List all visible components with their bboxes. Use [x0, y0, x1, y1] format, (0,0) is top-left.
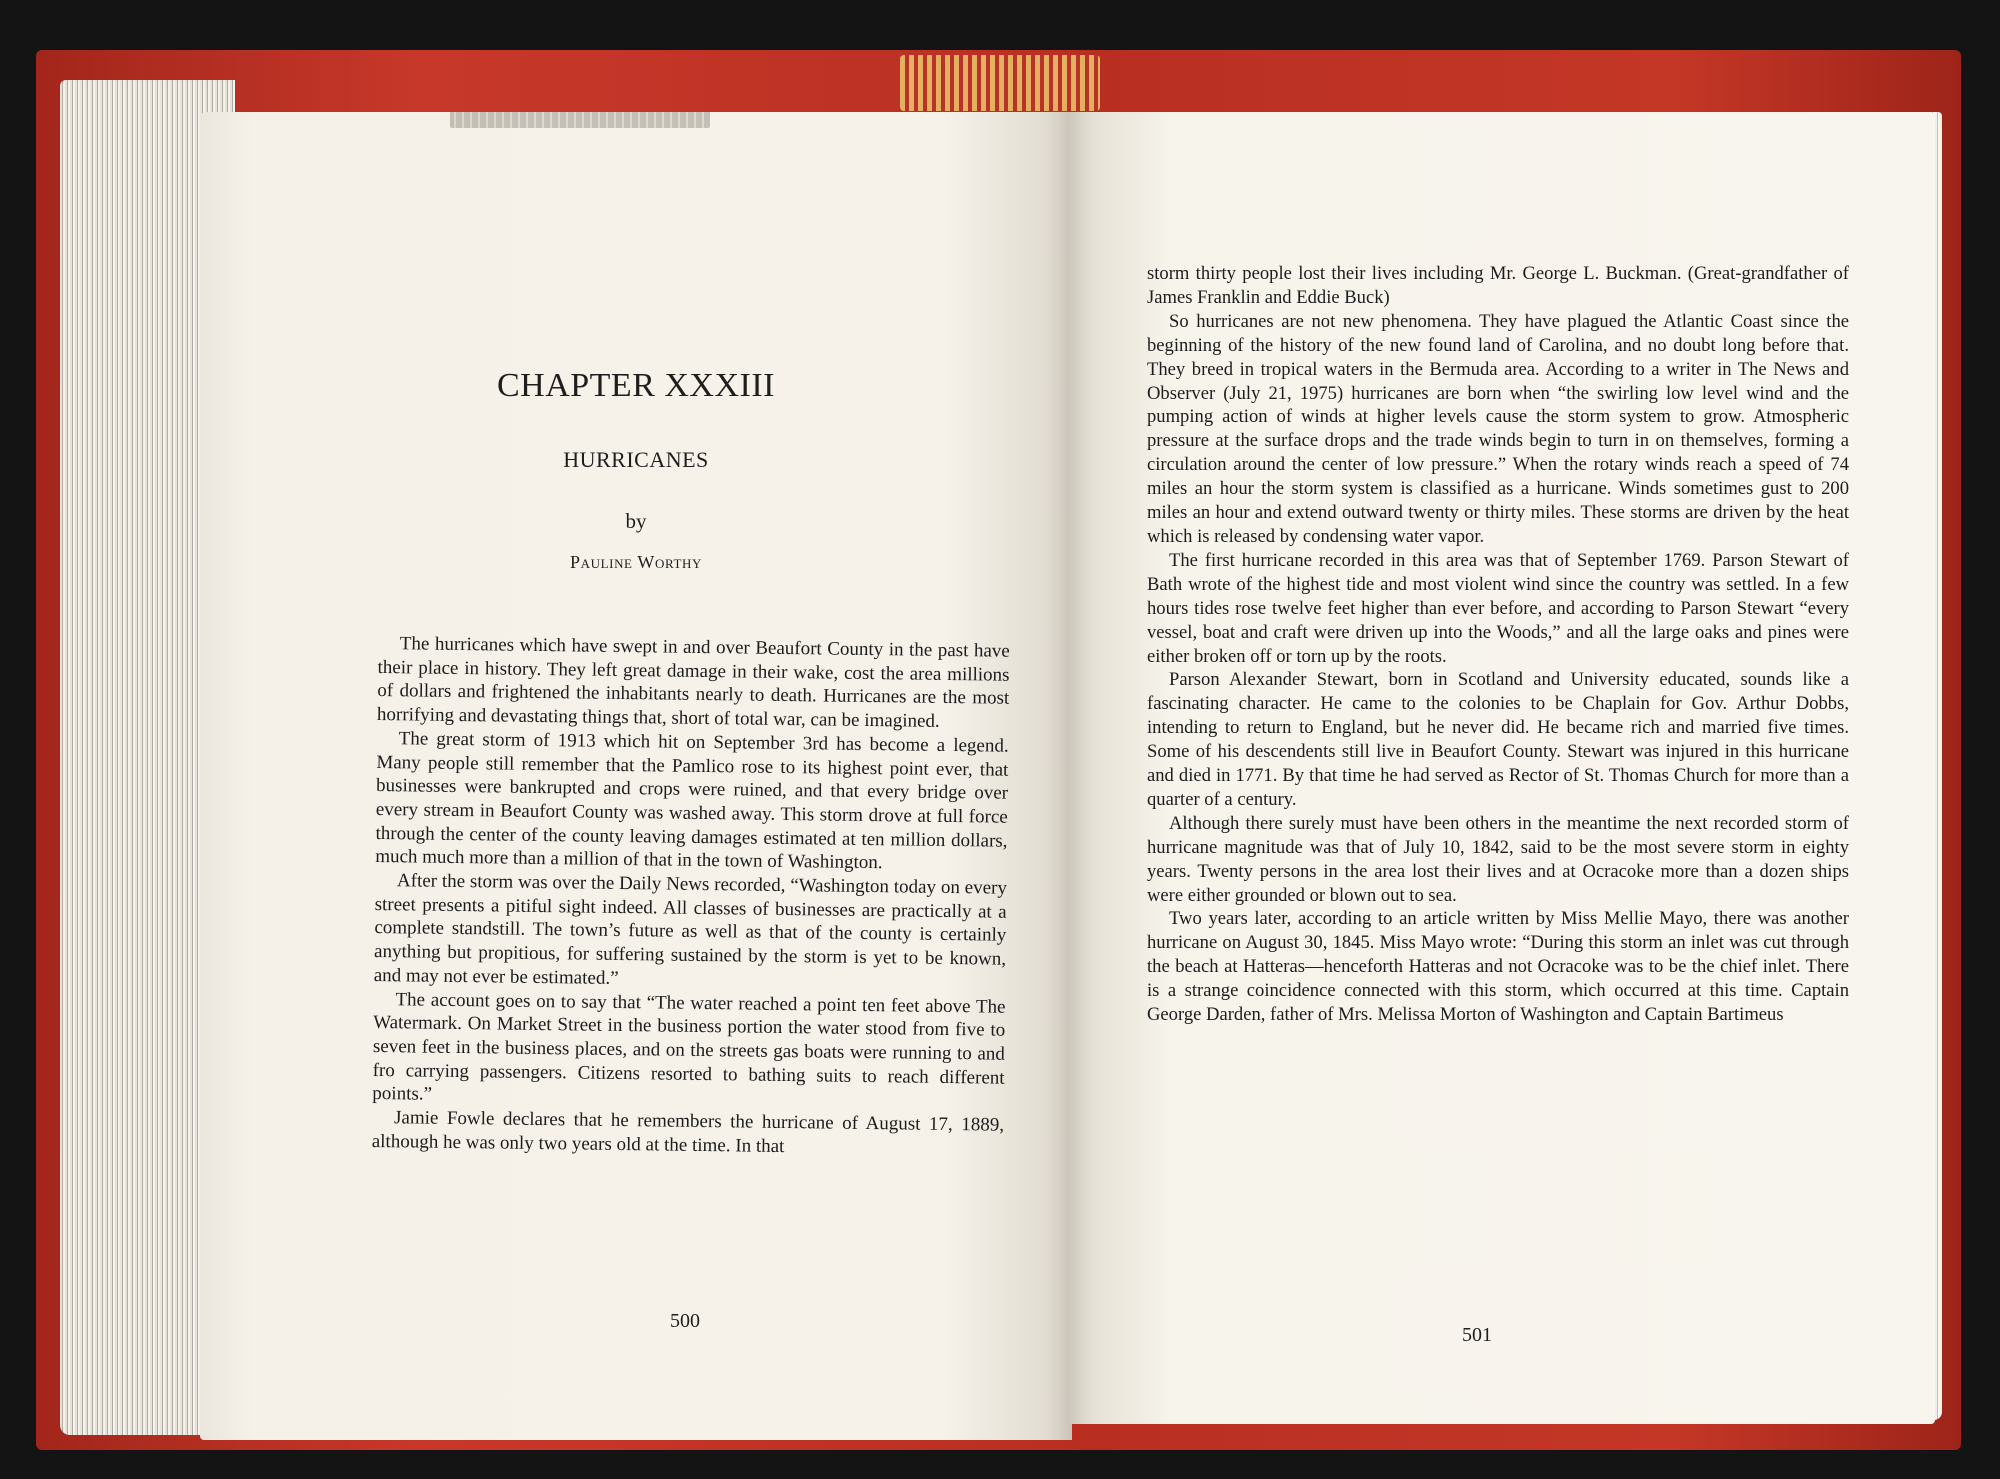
paragraph: Jamie Fowle declares that he remembers the hurricane of August 17, 1889, although he was only two years old at the time. In that: [371, 1107, 1005, 1157]
paragraph: Although there surely must have been others in the meantime the next recorded storm of hurricane magnitude was that of July 10, 1842, said to be the most severe storm in eighty years. Twenty persons in the area lost their lives and at Ocracoke more than a dozen ships were either grounded or blown out to sea.: [1147, 812, 1849, 906]
byline: by: [625, 509, 647, 533]
chapter-title: CHAPTER XXXIII: [496, 367, 776, 404]
left-page: [200, 112, 1072, 1440]
page-number: 500: [670, 1310, 700, 1332]
chapter-subtitle: HURRICANES: [563, 447, 709, 472]
paragraph-continuation: storm thirty people lost their lives including Mr. George L. Buckman. (Great-grandfather of James Franklin and Eddie Buck): [1147, 263, 1849, 308]
paragraph: The account goes on to say that “The water reached a point ten feet above The Watermark. On Market Street in the business portion the water stood from five to seven feet in the business places, and on the streets gas boats were running to and fro carrying passengers. Citizens resorted to bathing suits to reach different points.”: [372, 988, 1006, 1106]
author-name: Pauline Worthy: [570, 552, 702, 572]
paragraph: Parson Alexander Stewart, born in Scotland and University educated, sounds like a fascinating character. He came to the colonies to be Chaplain for Gov. Arthur Dobbs, intending to return to England, but he never did. He became rich and married five times. Some of his descendents still live in Beaufort County. Stewart was injured in this hurricane and died in 1771. By that time he had served as Rector of St. Thomas Church for more than a quarter of a century.: [1147, 669, 1849, 810]
show-through-running-head: [450, 112, 710, 128]
left-page-body: [372, 632, 1010, 1161]
paragraph: The hurricanes which have swept in and over Beaufort County in the past have their place in history. They left great damage in their wake, cost the area millions of dollars and frightened the inhabitants nearly to death. Hurricanes are the most horrifying and devastating things that, short of total war, can be imagined.: [376, 633, 1010, 732]
paragraph: After the storm was over the Daily News recorded, “Washington today on every street presents a pitiful sight indeed. All classes of businesses are practically at a complete standstill. The town’s future as well as that of the county is certainly anything but propitious, for suffering sustained by the storm is yet to be known, and may not ever be estimated.”: [373, 870, 1008, 989]
right-page: [1067, 112, 1935, 1424]
paragraph: The great storm of 1913 which hit on September 3rd has become a legend. Many people still remember that the Pamlico rose to its highest point ever, that businesses were bankrupted and crops were ruined, and that every bridge over every stream in Beaufort County was washed away. This storm drove at full force through the center of the county leaving damages estimated at ten million dollars, much much more than a million of that in the town of Washington.: [375, 728, 1009, 874]
paragraph: The first hurricane recorded in this area was that of September 1769. Parson Stewart of Bath wrote of the highest tide and most violent wind since the country was settled. In a few hours tides rose twelve feet higher than ever before, and according to Parson Stewart “every vessel, boat and craft were driven up into the Woods,” and all the large oaks and pines were either broken off or torn up by the roots.: [1147, 549, 1849, 667]
right-page-body: [1147, 262, 1849, 1027]
page-number: 501: [1462, 1324, 1492, 1346]
paragraph: Two years later, according to an article written by Miss Mellie Mayo, there was another hurricane on August 30, 1845. Miss Mayo wrote: “During this storm an inlet was cut through the beach at Hatteras—henceforth Hatteras and not Ocracoke was to be the chief inlet. There is a strange coincidence connected with this storm, which occurred at this time. Captain George Darden, father of Mrs. Melissa Morton of Washington and Captain Bartimeus: [1147, 908, 1849, 1026]
headband: [900, 55, 1100, 111]
paragraph: So hurricanes are not new phenomena. They have plagued the Atlantic Coast since the beginning of the history of the new found land of Carolina, and no doubt long before that. They breed in tropical waters in the Bermuda area. According to a writer in The News and Observer (July 21, 1975) hurricanes are born when “the swirling low level wind and the pumping action of winds at higher levels cause the storm system to grow. Atmospheric pressure at the surface drops and the trade winds begin to turn in on themselves, forming a circulation around the center of low pressure.” When the rotary winds reach a speed of 74 miles an hour the storm system is classified as a hurricane. Winds sometimes gust to 200 miles an hour and extend outward twenty or thirty miles. These storms are driven by the heat which is released by condensing water vapor.: [1147, 310, 1849, 547]
